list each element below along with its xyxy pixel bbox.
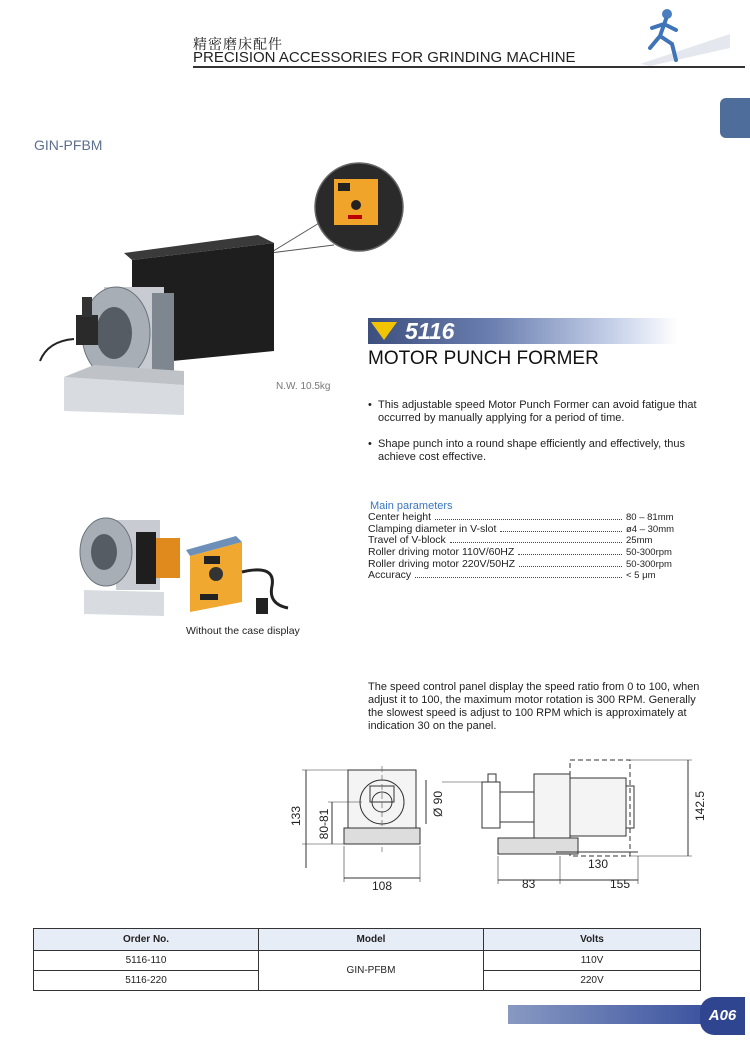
order-no-cell: 5116-110 bbox=[34, 951, 259, 971]
dim-overall-height: 133 bbox=[289, 805, 303, 827]
parameter-label: Center height bbox=[368, 511, 432, 523]
dim-height: 142.5 bbox=[693, 790, 707, 822]
product-main-image bbox=[34, 165, 404, 430]
net-weight: N.W. 10.5kg bbox=[276, 381, 331, 392]
model-code: GIN-PFBM bbox=[34, 137, 103, 153]
footer-bar bbox=[508, 1005, 702, 1024]
without-case-caption: Without the case display bbox=[186, 625, 300, 637]
dim-width: 108 bbox=[372, 879, 393, 893]
runner-logo-icon bbox=[620, 4, 730, 66]
volts-cell: 220V bbox=[484, 971, 701, 991]
dim-length: 155 bbox=[610, 877, 631, 891]
volts-cell: 110V bbox=[484, 951, 701, 971]
dim-base: 83 bbox=[522, 877, 536, 891]
parameters-title: Main parameters bbox=[370, 500, 453, 512]
parameter-value: 50-300rpm bbox=[626, 547, 672, 559]
parameter-label: Accuracy bbox=[368, 569, 412, 582]
parameter-row bbox=[368, 559, 688, 571]
feature-list bbox=[368, 399, 708, 477]
dim-body: 130 bbox=[588, 857, 609, 871]
dim-center-height: 80-81 bbox=[317, 808, 331, 840]
header-model: Model bbox=[259, 929, 484, 951]
product-without-case-image bbox=[66, 512, 306, 624]
order-table bbox=[33, 928, 701, 991]
parameter-value: ø4 – 30mm bbox=[626, 523, 675, 535]
feature-item bbox=[368, 438, 708, 464]
parameter-row bbox=[368, 570, 688, 582]
dimension-drawing bbox=[289, 752, 732, 897]
parameters-list bbox=[368, 512, 688, 582]
dim-bore: Ø 90 bbox=[431, 790, 445, 818]
parameter-label: Roller driving motor 220V/50HZ bbox=[368, 557, 516, 570]
parameter-row bbox=[368, 512, 688, 524]
product-name: MOTOR PUNCH FORMER bbox=[368, 348, 599, 369]
header-title-cn: 精密磨床配件 bbox=[193, 36, 283, 52]
parameter-value: < 5 μm bbox=[626, 570, 656, 582]
page-number: A06 bbox=[700, 997, 745, 1035]
table-row bbox=[34, 951, 701, 971]
parameter-label: Roller driving motor 110V/60HZ bbox=[368, 546, 515, 559]
order-no-cell: 5116-220 bbox=[34, 971, 259, 991]
parameter-label: Clamping diameter in V-slot bbox=[368, 522, 497, 535]
parameter-row bbox=[368, 547, 688, 559]
header-order-no: Order No. bbox=[34, 929, 259, 951]
section-tab bbox=[720, 98, 750, 138]
header-title-en: PRECISION ACCESSORIES FOR GRINDING MACHINE bbox=[193, 49, 576, 66]
parameter-label: Travel of V-block bbox=[368, 534, 446, 547]
bullet-icon: • bbox=[368, 438, 372, 450]
model-cell: GIN-PFBM bbox=[259, 951, 484, 991]
parameter-value: 50-300rpm bbox=[626, 558, 672, 570]
parameter-value: 80 – 81mm bbox=[626, 512, 674, 523]
bullet-icon: • bbox=[368, 399, 372, 411]
speed-note: The speed control panel display the speed ratio from 0 to 100, when adjust it to 100, the maximum motor rotation is 300 RPM. Generally the slowest speed is adjust to 100 RPM which is approximately at indication 30 on the panel. bbox=[368, 681, 700, 732]
parameter-value: 25mm bbox=[626, 535, 653, 547]
header-rule bbox=[193, 66, 745, 68]
header-volts: Volts bbox=[484, 929, 701, 951]
product-number: 5116 bbox=[405, 318, 455, 344]
feature-text: This adjustable speed Motor Punch Former can avoid fatigue that occurred by manually applying for a period of time. bbox=[378, 399, 697, 424]
feature-item bbox=[368, 399, 708, 425]
table-header-row bbox=[34, 929, 701, 951]
side-view bbox=[442, 760, 692, 884]
feature-text: Shape punch into a round shape efficiently and effectively, thus achieve cost effective. bbox=[378, 438, 685, 463]
triangle-marker-icon bbox=[371, 322, 397, 340]
